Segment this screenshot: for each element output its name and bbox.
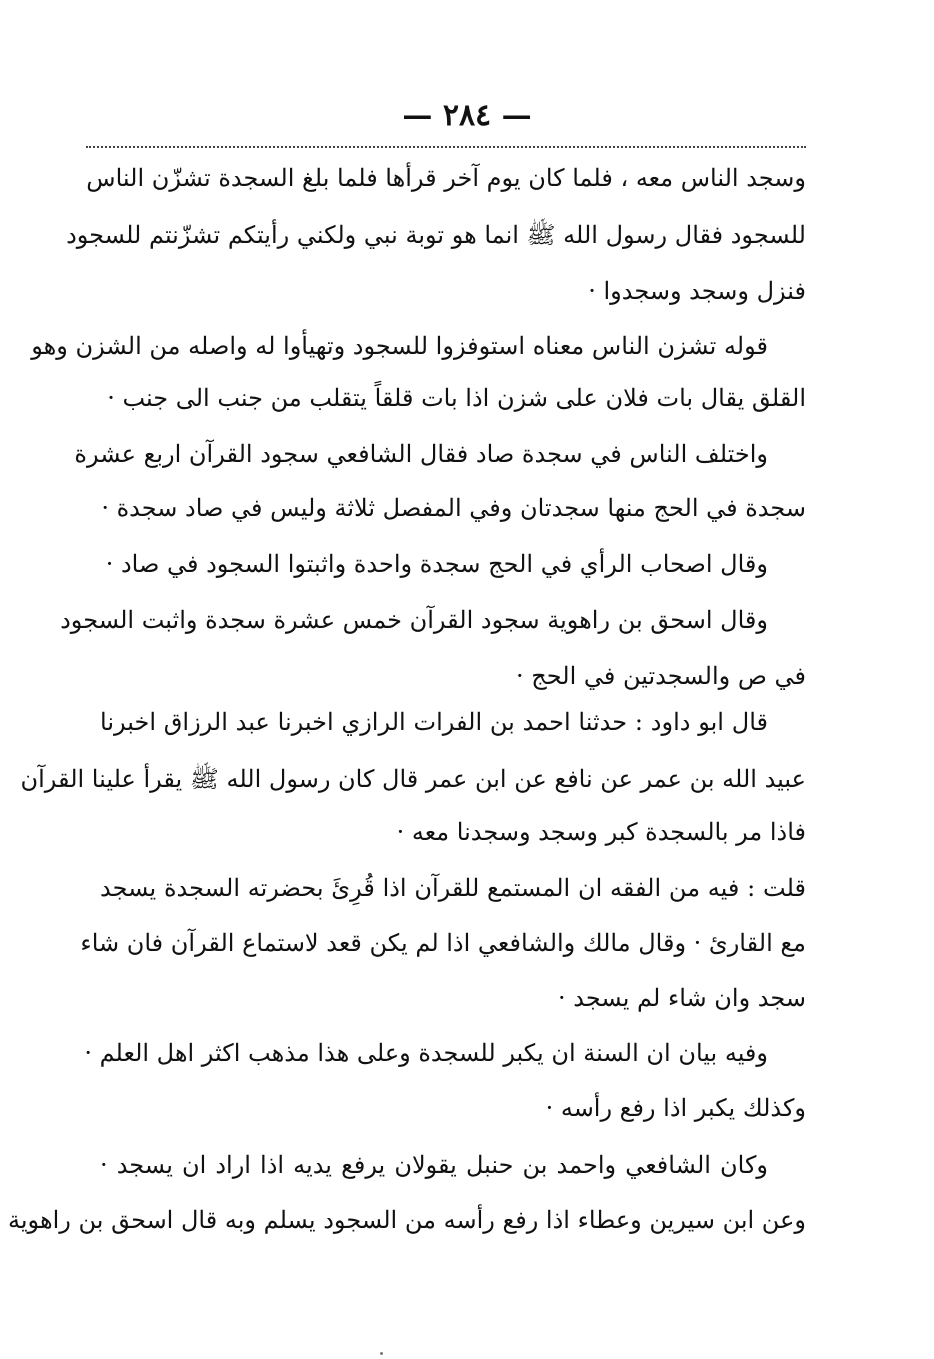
- text-line-16: سجد وان شاء لم يسجد ·: [557, 984, 806, 1012]
- page-number: — ٢٨٤ —: [402, 98, 532, 133]
- text-line-9: وقال اسحق بن راهوية سجود القرآن خمس عشرة سجدة واثبت السجود: [60, 606, 768, 634]
- text-line-15: مع القارئ · وقال مالك والشافعي اذا لم يكن قعد لاستماع القرآن فان شاء: [80, 929, 806, 957]
- text-line-12: عبيد الله بن عمر عن نافع عن ابن عمر قال كان رسول الله ﷺ يقرأ علينا القرآن: [20, 765, 806, 793]
- text-line-20: وعن ابن سيرين وعطاء اذا رفع رأسه من السجود يسلم وبه قال اسحق بن راهوية: [8, 1206, 806, 1234]
- text-line-1: وسجد الناس معه ، فلما كان يوم آخر قرأها فلما بلغ السجدة تشزّن الناس: [86, 164, 806, 192]
- text-line-3: فنزل وسجد وسجدوا ·: [588, 277, 806, 305]
- header-divider: [86, 146, 806, 148]
- text-line-10: في ص والسجدتين في الحج ·: [516, 662, 806, 690]
- text-line-11: قال ابو داود : حدثنا احمد بن الفرات الرازي اخبرنا عبد الرزاق اخبرنا: [100, 708, 768, 736]
- scan-speck: [380, 1352, 383, 1355]
- text-line-8: وقال اصحاب الرأي في الحج سجدة واحدة واثبتوا السجود في صاد ·: [105, 550, 768, 578]
- text-line-17: وفيه بيان ان السنة ان يكبر للسجدة وعلى هذا مذهب اكثر اهل العلم ·: [84, 1039, 768, 1067]
- text-line-2: للسجود فقال رسول الله ﷺ انما هو توبة نبي ولكني رأيتكم تشزّنتم للسجود: [66, 221, 806, 249]
- text-line-13: فاذا مر بالسجدة كبر وسجد وسجدنا معه ·: [396, 818, 806, 846]
- text-line-18: وكذلك يكبر اذا رفع رأسه ·: [545, 1094, 806, 1122]
- text-line-5: القلق يقال بات فلان على شزن اذا بات قلقاً يتقلب من جنب الى جنب ·: [107, 384, 806, 412]
- text-line-7: سجدة في الحج منها سجدتان وفي المفصل ثلاثة وليس في صاد سجدة ·: [101, 494, 806, 522]
- text-line-19: وكان الشافعي واحمد بن حنبل يقولان يرفع يديه اذا اراد ان يسجد ·: [100, 1151, 768, 1179]
- text-line-14: قلت : فيه من الفقه ان المستمع للقرآن اذا قُرِئَ بحضرته السجدة يسجد: [100, 874, 806, 902]
- text-line-4: قوله تشزن الناس معناه استوفزوا للسجود وتهيأوا له واصله من الشزن وهو: [31, 332, 768, 360]
- text-line-6: واختلف الناس في سجدة صاد فقال الشافعي سجود القرآن اربع عشرة: [74, 440, 768, 468]
